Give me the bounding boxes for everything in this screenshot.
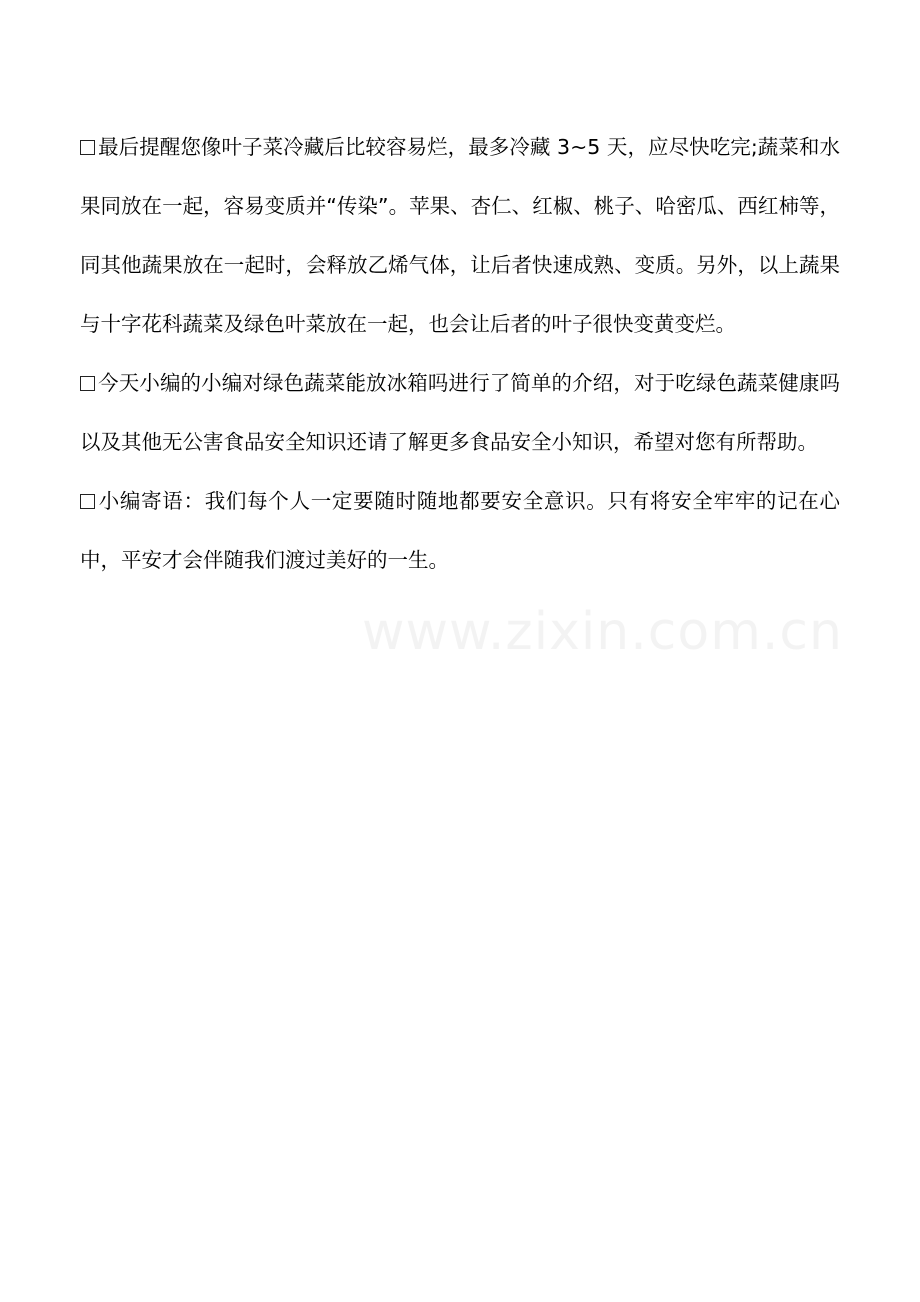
paragraph-text: 今天小编的小编对绿色蔬菜能放冰箱吗进行了简单的介绍，对于吃绿色蔬菜健康吗以及其他无公害食品安全知识还请了解更多食品安全小知识，希望对您有所帮助。 <box>80 371 840 454</box>
paragraph-introduction-summary <box>80 354 840 472</box>
square-bullet-icon <box>80 376 95 391</box>
paragraph-text: 最后提醒您像叶子菜冷藏后比较容易烂，最多冷藏 3~5 天，应尽快吃完;蔬菜和水果同放在一起，容易变质并“传染”。苹果、杏仁、红椒、桃子、哈密瓜、西红柿等，同其他蔬果放在一起时，会释放乙烯气体，让后者快速成熟、变质。另外，以上蔬果与十字花科蔬菜及绿色叶菜放在一起，也会让后者的叶子很快变黄变烂。 <box>80 135 840 336</box>
watermark: www.zixin.com.cn <box>362 602 843 662</box>
square-bullet-icon <box>80 494 95 509</box>
square-bullet-icon <box>80 140 95 155</box>
document-body <box>80 118 840 590</box>
paragraph-storage-tips <box>80 118 840 354</box>
paragraph-text: 小编寄语：我们每个人一定要随时随地都要安全意识。只有将安全牢牢的记在心中，平安才会伴随我们渡过美好的一生。 <box>80 489 840 572</box>
paragraph-editor-note <box>80 472 840 590</box>
